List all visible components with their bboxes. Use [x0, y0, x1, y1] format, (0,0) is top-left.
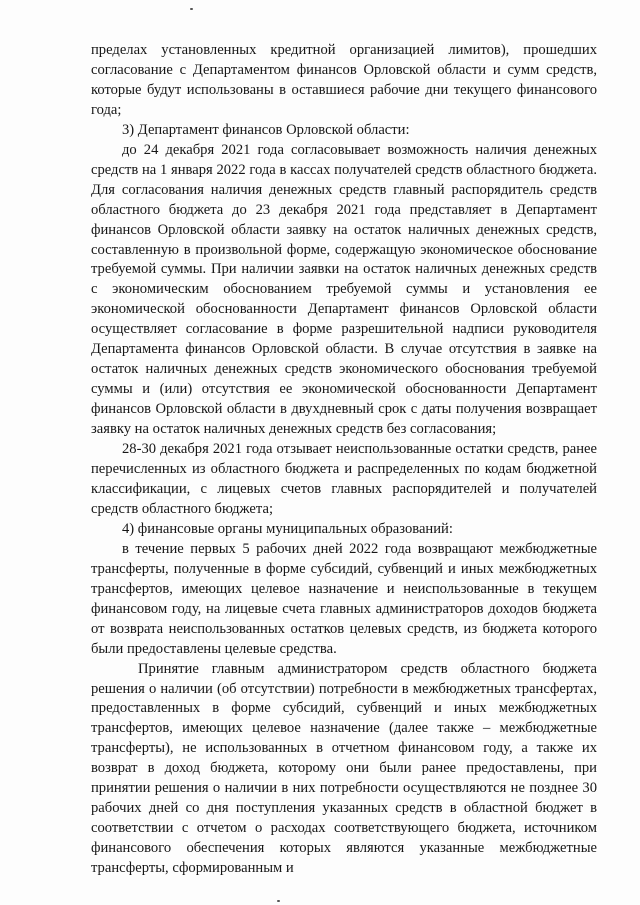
paragraph-recall-balances: 28-30 декабря 2021 года отзывает неиспользованные остатки средств, ранее перечисленных из областного бюджета и распределенных по кодам бюджетной классификации, с лицевых счетов главных распорядителей и получателей средств областного бюджета;	[91, 441, 597, 517]
paragraph-continuation: пределах установленных кредитной организацией лимитов), прошедших согласование с Департаментом финансов Орловской области и сумм средств, которые будут использованы в оставшиеся рабочие дни текущего финансового года;	[91, 42, 597, 118]
paragraph-return-transfers: в течение первых 5 рабочих дней 2022 года возвращают межбюджетные трансферты, полученные в форме субсидий, субвенций и иных межбюджетных трансфертов, имеющих целевое назначение и неиспользованные в текущем финансовом году, на лицевые счета главных администраторов доходов бюджета от возврата неиспользованных остатков целевых средств, из бюджета которого были предоставлены целевые средства.	[91, 540, 597, 657]
paragraph-item-3-heading: 3) Департамент финансов Орловской области:	[122, 121, 410, 138]
document-body	[91, 41, 597, 879]
paragraph-cash-balance-approval: до 24 декабря 2021 года согласовывает возможность наличия денежных средств на 1 января 2022 года в кассах получателей средств областного бюджета. Для согласования наличия денежных средств главный распорядитель средств областного бюджета до 23 декабря 2021 года представляет в Департамент финансов Орловской области заявку на остаток наличных денежных средств, составленную в произвольной форме, содержащую экономическое обоснование требуемой суммы. При наличии заявки на остаток наличных денежных средств с экономическим обоснованием требуемой суммы и установления ее экономической обоснованности Департамент финансов Орловской области осуществляет согласование в форме разрешительной надписи руководителя Департамента финансов Орловской области. В случае отсутствия в заявке на остаток наличных денежных средств экономического обоснования требуемой суммы и (или) отсутствия ее экономической обоснованности Департамент финансов Орловской области в двухдневный срок с даты получения возвращает заявку на остаток наличных денежных средств без согласования;	[91, 141, 597, 438]
scan-speck	[277, 900, 280, 902]
paragraph-item-4-heading: 4) финансовые органы муниципальных образований:	[122, 520, 453, 537]
scan-speck	[190, 8, 193, 10]
paragraph-transfer-decision: Принятие главным администратором средств областного бюджета решения о наличии (об отсутствии) потребности в межбюджетных трансфертах, предоставленных в форме субсидий, субвенций и иных межбюджетных трансфертов, имеющих целевое назначение (далее также – межбюджетные трансферты), не использованных в отчетном финансовом году, а также их возврат в доход бюджета, которому они были ранее предоставлены, при принятии решения о наличии в них потребности осуществляются не позднее 30 рабочих дней со дня поступления указанных средств в областной бюджет в соответствии с отчетом о расходах соответствующего бюджета, источником финансового обеспечения которых являются указанные межбюджетные трансферты, сформированным и	[91, 660, 597, 877]
